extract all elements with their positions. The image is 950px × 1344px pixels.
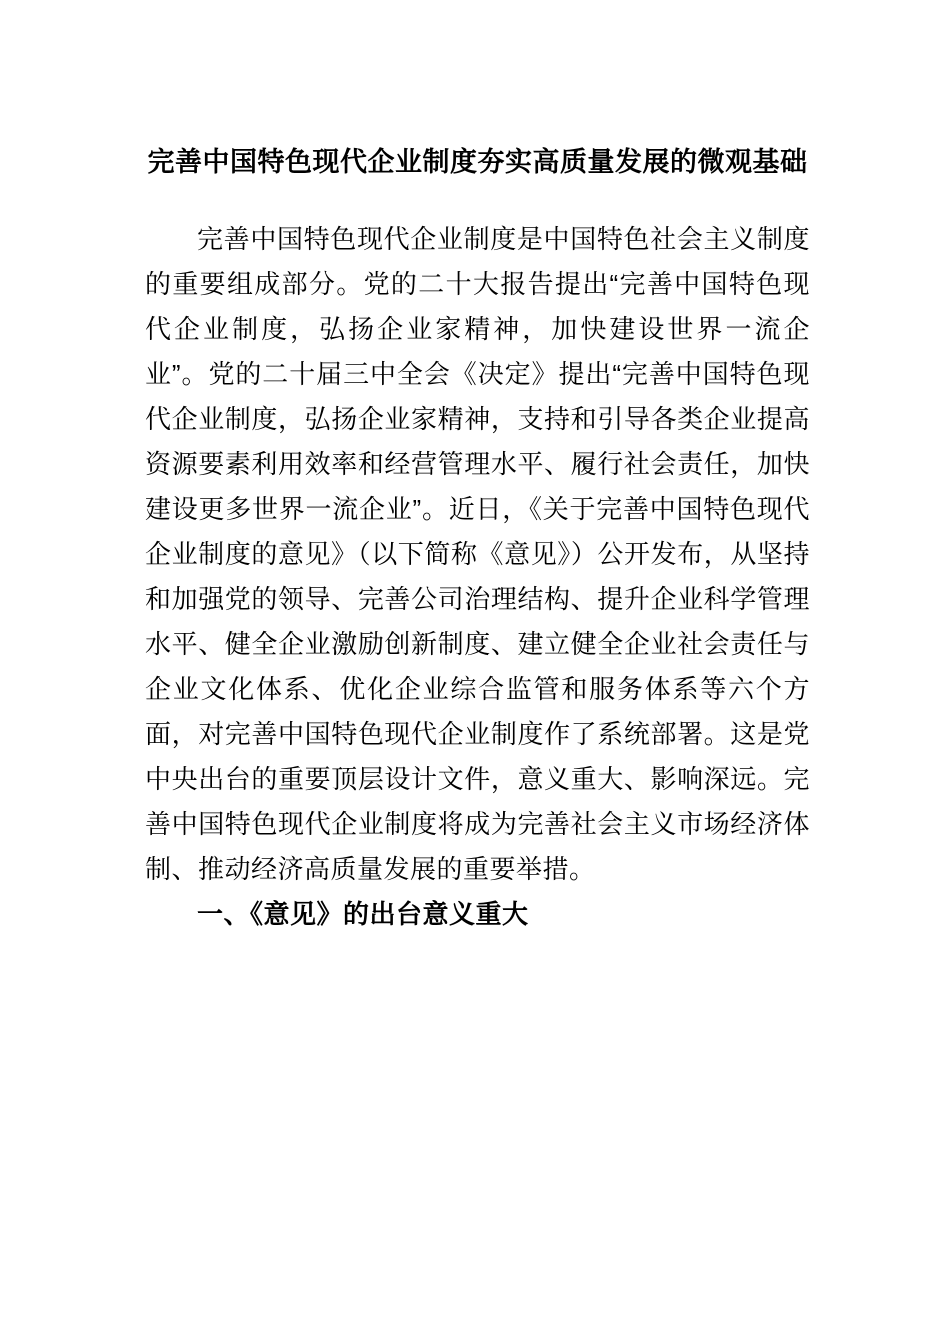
document-title: 完善中国特色现代企业制度夯实高质量发展的微观基础: [147, 147, 808, 177]
section-heading: 一、《意见》的出台意义重大: [197, 899, 529, 929]
body-paragraph: 完善中国特色现代企业制度是中国特色社会主义制度的重要组成部分。党的二十大报告提出“完善中国特色现代企业制度，弘扬企业家精神，加快建设世界一流企业”。党的二十届三中全会《决定》提出“完善中国特色现代企业制度，弘扬企业家精神，支持和引导各类企业提高资源要素利用效率和经营管理水平、履行社会责任，加快建设更多世界一流企业”。近日，《关于完善中国特色现代企业制度的意见》（以下简称《意见》）公开发布，从坚持和加强党的领导、完善公司治理结构、提升企业科学管理水平、健全企业激励创新制度、建立健全企业社会责任与企业文化体系、优化企业综合监管和服务体系等六个方面，对完善中国特色现代企业制度作了系统部署。这是党中央出台的重要顶层设计文件，意义重大、影响深远。完善中国特色现代企业制度将成为完善社会主义市场经济体制、推动经济高质量发展的重要举措。: [145, 224, 810, 884]
